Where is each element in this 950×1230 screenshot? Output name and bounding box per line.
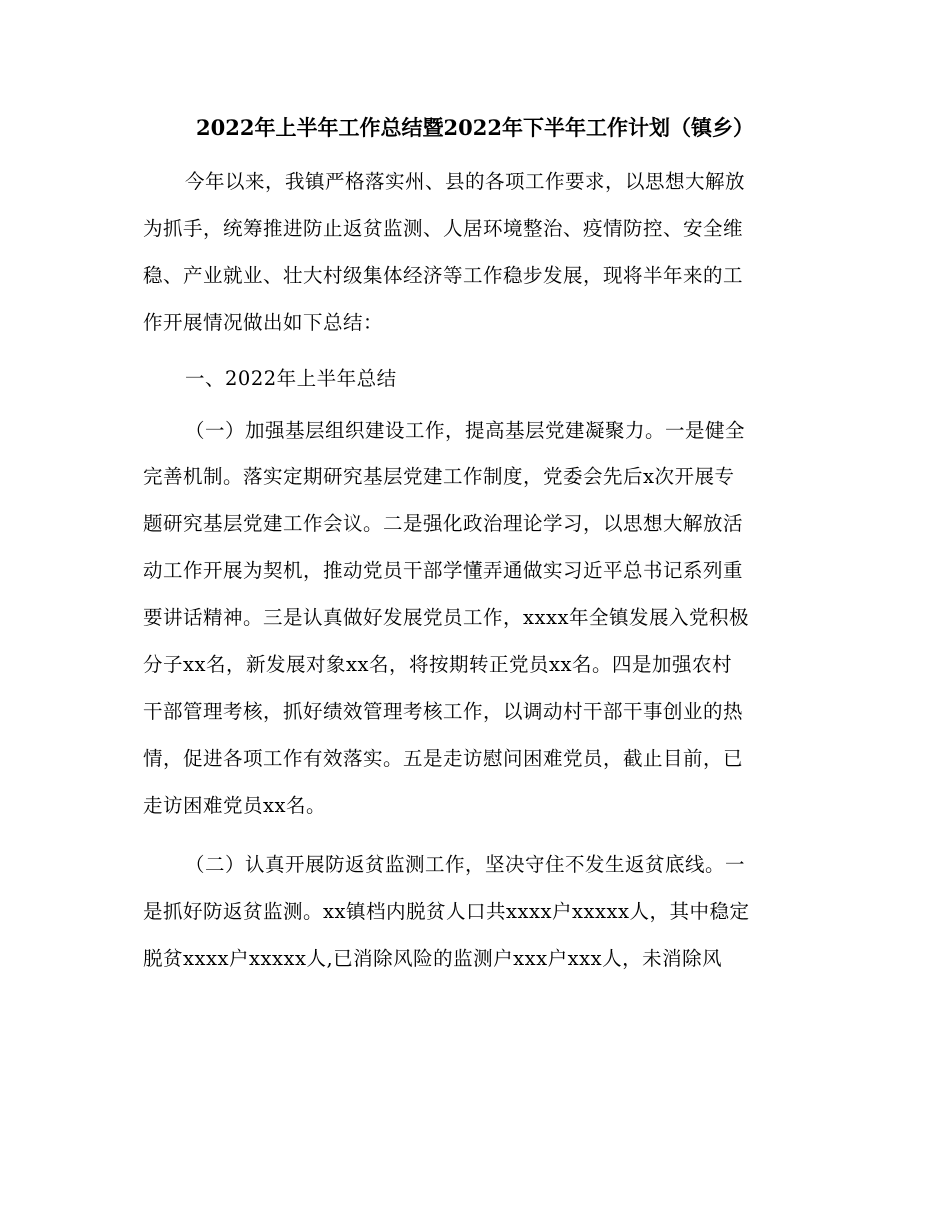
paragraph-line: 完善机制。落实定期研究基层党建工作制度，党委会先后x次开展专 [143,465,735,488]
paragraph-line: 今年以来，我镇严格落实州、县的各项工作要求，以思想大解放 [185,170,746,193]
paragraph-line: 分子xx名，新发展对象xx名，将按期转正党员xx名。四是加强农村 [143,653,732,676]
paragraph-line: 作开展情况做出如下总结： [143,311,384,334]
section-heading: 一、2022年上半年总结 [185,367,397,390]
paragraph-line: 脱贫xxxx户xxxxx人,已消除风险的监测户xxx户xxx人，未消除风 [143,947,723,970]
paragraph-line: 干部管理考核，抓好绩效管理考核工作，以调动村干部干事创业的热 [143,700,744,723]
paragraph-line: 走访困难党员xx名。 [143,794,326,817]
paragraph-line: 为抓手，统筹推进防止返贫监测、人居环境整治、疫情防控、安全维 [143,217,744,240]
paragraph-line: 要讲话精神。三是认真做好发展党员工作，xxxx年全镇发展入党积极 [143,606,749,629]
paragraph-line: （二）认真开展防返贫监测工作，坚决守住不发生返贫底线。一 [185,853,746,876]
paragraph-line: 稳、产业就业、壮大村级集体经济等工作稳步发展，现将半年来的工 [143,264,744,287]
paragraph-line: 动工作开展为契机，推动党员干部学懂弄通做实习近平总书记系列重 [143,559,744,582]
paragraph-line: （一）加强基层组织建设工作，提高基层党建凝聚力。一是健全 [185,419,746,442]
paragraph-line: 是抓好防返贫监测。xx镇档内脱贫人口共xxxx户xxxxx人，其中稳定 [143,900,750,923]
paragraph-line: 情，促进各项工作有效落实。五是走访慰问困难党员，截止目前，已 [143,747,744,770]
document-title: 2022年上半年工作总结暨2022年下半年工作计划（镇乡） [196,115,754,140]
paragraph-line: 题研究基层党建工作会议。二是强化政治理论学习，以思想大解放活 [143,512,744,535]
